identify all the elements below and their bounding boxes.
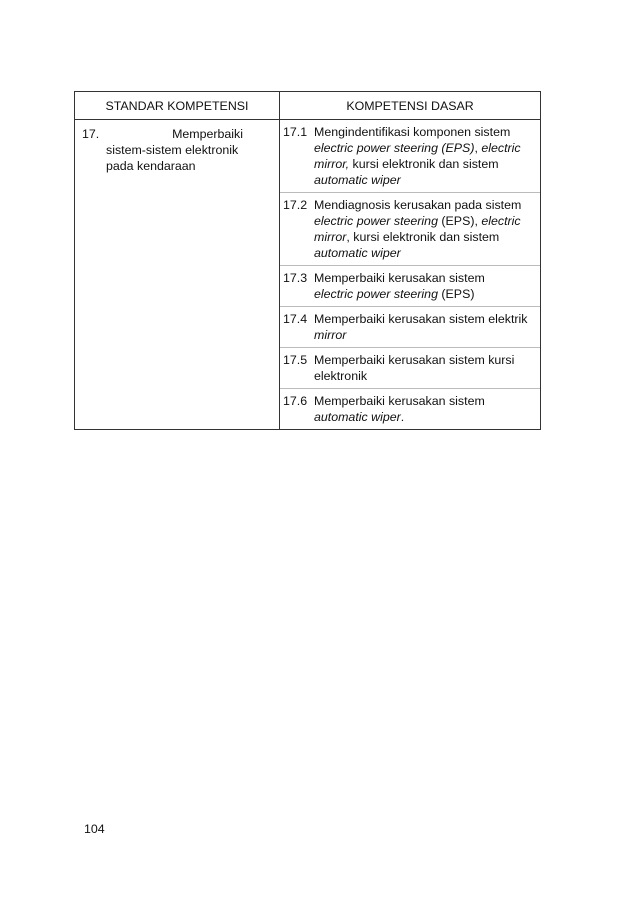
kompetensi-italic-term: electric power steering	[314, 214, 438, 228]
kompetensi-text-segment: .	[400, 410, 405, 424]
standar-number: 17.	[82, 127, 100, 141]
kompetensi-text	[314, 270, 538, 302]
kompetensi-italic-term: automatic wiper	[314, 246, 401, 260]
kompetensi-text-line	[314, 156, 538, 172]
kompetensi-number: 17.2	[283, 198, 308, 212]
kompetensi-text-segment: Memperbaiki kerusakan sistem	[314, 394, 485, 408]
kompetensi-text-segment: (EPS),	[437, 214, 482, 228]
kompetensi-text-segment: Mendiagnosis kerusakan pada sistem	[314, 198, 522, 212]
kompetensi-text	[314, 197, 538, 261]
kompetensi-italic-term: automatic wiper	[314, 173, 401, 187]
kompetensi-text	[314, 393, 538, 425]
kompetensi-text-segment: ,	[474, 141, 482, 155]
kompetensi-italic-term: mirror	[314, 230, 347, 244]
kompetensi-text-line	[314, 124, 538, 140]
kompetensi-text-line	[314, 172, 538, 188]
kompetensi-item	[280, 192, 540, 265]
kompetensi-text-segment: kursi elektronik dan sistem	[349, 157, 499, 171]
kompetensi-text-line	[314, 409, 538, 425]
kompetensi-text-line	[314, 213, 538, 229]
kompetensi-number: 17.6	[283, 394, 308, 408]
kompetensi-text	[314, 124, 538, 188]
kompetensi-italic-term: electric power steering (EPS)	[314, 141, 475, 155]
kompetensi-text	[314, 352, 538, 384]
standar-line-2: sistem-sistem elektronik	[106, 143, 239, 157]
kompetensi-text	[314, 311, 538, 343]
kompetensi-number: 17.1	[283, 125, 308, 139]
competency-table	[74, 91, 541, 430]
kompetensi-text-line	[314, 327, 538, 343]
table-row	[75, 120, 541, 430]
kompetensi-text-line	[314, 393, 538, 409]
header-kompetensi-dasar: KOMPETENSI DASAR	[280, 92, 541, 120]
kompetensi-text-segment: elektronik	[314, 369, 368, 383]
kompetensi-text-line	[314, 197, 538, 213]
kompetensi-item	[280, 120, 540, 192]
standar-line-3: pada kendaraan	[106, 159, 196, 173]
kompetensi-number: 17.5	[283, 353, 308, 367]
kompetensi-text-segment: (EPS)	[437, 287, 475, 301]
kompetensi-number: 17.3	[283, 271, 308, 285]
kompetensi-text-line	[314, 368, 538, 384]
standar-title-word: Memperbaiki	[172, 127, 243, 141]
kompetensi-dasar-cell	[280, 120, 541, 430]
kompetensi-italic-term: electric	[481, 141, 521, 155]
kompetensi-text-line	[314, 352, 538, 368]
kompetensi-text-line	[314, 140, 538, 156]
kompetensi-number: 17.4	[283, 312, 308, 326]
standar-kompetensi-cell	[75, 120, 280, 430]
kompetensi-text-line	[314, 270, 538, 286]
kompetensi-text-line	[314, 245, 538, 261]
kompetensi-dasar-list	[280, 120, 540, 429]
table-header-row	[75, 92, 541, 120]
kompetensi-item	[280, 347, 540, 388]
kompetensi-item	[280, 388, 540, 429]
kompetensi-italic-term: electric	[481, 214, 521, 228]
kompetensi-italic-term: electric power steering	[314, 287, 438, 301]
page-number: 104	[84, 822, 105, 836]
kompetensi-text-line	[314, 286, 538, 302]
kompetensi-text-segment: , kursi elektronik dan sistem	[346, 230, 500, 244]
kompetensi-text-segment: Mengindentifikasi komponen sistem	[314, 125, 511, 139]
standar-first-line	[82, 126, 273, 142]
kompetensi-text-line	[314, 311, 538, 327]
kompetensi-text-segment: Memperbaiki kerusakan sistem	[314, 271, 485, 285]
kompetensi-italic-term: automatic wiper	[314, 410, 401, 424]
kompetensi-text-line	[314, 229, 538, 245]
kompetensi-text-segment: Memperbaiki kerusakan sistem kursi	[314, 353, 515, 367]
kompetensi-item	[280, 265, 540, 306]
header-standar-kompetensi: STANDAR KOMPETENSI	[75, 92, 280, 120]
kompetensi-italic-term: mirror,	[314, 157, 350, 171]
kompetensi-item	[280, 306, 540, 347]
kompetensi-text-segment: Memperbaiki kerusakan sistem elektrik	[314, 312, 528, 326]
kompetensi-italic-term: mirror	[314, 328, 347, 342]
